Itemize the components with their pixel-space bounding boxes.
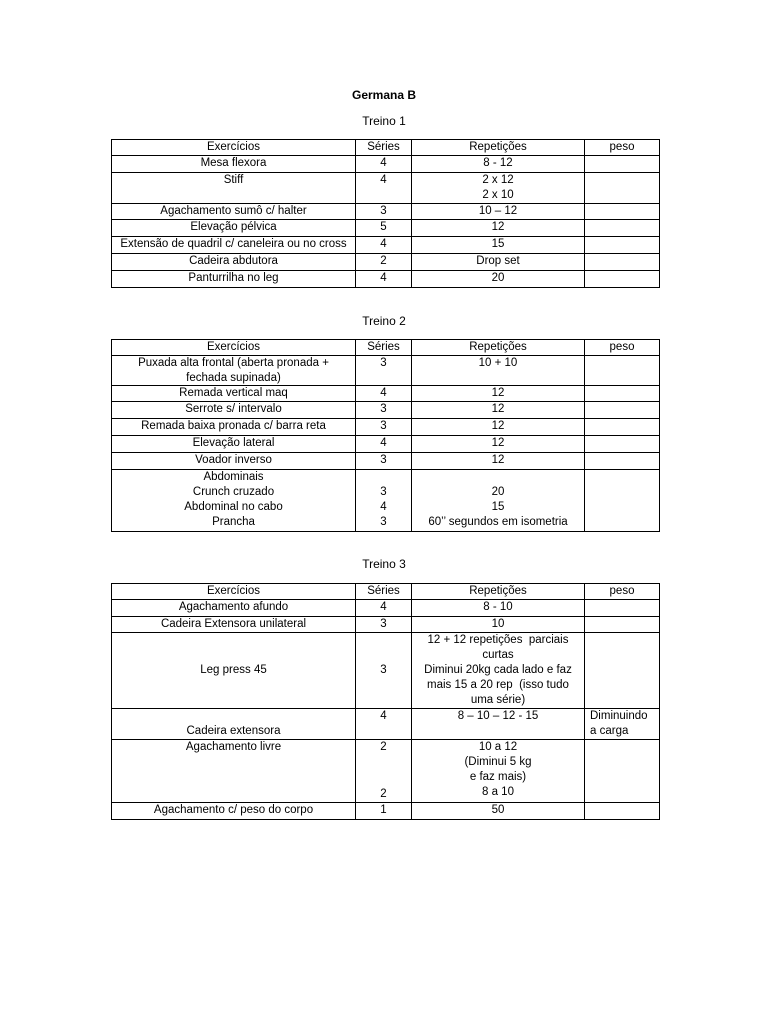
exercise-cell: Elevação lateral [112,436,356,453]
sets-cell [356,740,412,803]
reps-cell [412,173,585,204]
table-header-row [112,340,660,356]
column-header-weight: peso [585,140,660,156]
table-row [112,740,660,803]
workout-title: Treino 2 [362,314,406,328]
reps-line: 60’’ segundos em isometria [428,516,568,528]
table-row [112,436,660,453]
sets-cell: 4 [356,386,412,402]
reps-line: 2 x 12 [482,174,514,186]
sets-cell [356,470,412,532]
table-row [112,173,660,204]
reps-line: 2 x 10 [482,189,514,201]
sets-cell: 3 [356,356,412,386]
table-row [112,386,660,402]
reps-line: 12 + 12 repetições parciais [427,634,569,646]
exercise-cell: Serrote s/ intervalo [112,402,356,419]
exercise-cell: Agachamento livre [112,740,356,803]
reps-line: 8 a 10 [482,786,514,798]
reps-cell: 12 [412,402,585,419]
reps-line: Diminui 20kg cada lado e faz [424,664,572,676]
reps-line: 20 [491,486,505,498]
sets-cell: 4 [356,271,412,288]
column-header-weight: peso [585,340,660,356]
weight-cell [585,470,660,532]
column-header-exercise: Exercícios [112,140,356,156]
column-header-sets: Séries [356,140,412,156]
weight-cell [585,271,660,288]
exercise-cell: Stiff [112,173,356,204]
exercise-cell: Cadeira Extensora unilateral [112,617,356,633]
reps-cell: 12 [412,419,585,436]
exercise-line: Crunch cruzado [192,486,275,498]
reps-cell: 8 – 10 – 12 - 15 [412,709,585,740]
workout-table [111,339,660,532]
workout-title: Treino 3 [362,557,406,571]
workout-title: Treino 1 [362,114,406,128]
table-row [112,356,660,386]
exercise-cell: Voador inverso [112,453,356,470]
exercise-cell: Agachamento afundo [112,600,356,617]
table-row [112,156,660,173]
reps-cell: 50 [412,803,585,820]
sets-cell: 3 [356,419,412,436]
reps-cell: 20 [412,271,585,288]
weight-note-line: Diminuindo [590,710,648,722]
sets-cell: 4 [356,173,412,204]
reps-cell: 12 [412,386,585,402]
sets-line: 2 [380,741,387,753]
reps-cell [412,740,585,803]
table-header-row [112,140,660,156]
column-header-reps: Repetições [412,140,585,156]
column-header-exercise: Exercícios [112,584,356,600]
sets-line: 3 [380,516,387,528]
exercise-line: Puxada alta frontal (aberta pronada + [138,357,329,369]
table-row [112,617,660,633]
table-row [112,470,660,532]
sets-cell: 2 [356,254,412,271]
table-row [112,419,660,436]
sets-cell: 3 [356,204,412,220]
reps-cell: 8 - 12 [412,156,585,173]
document-title: Germana B [351,88,417,102]
exercise-cell: Cadeira abdutora [112,254,356,271]
column-header-sets: Séries [356,340,412,356]
reps-cell: 12 [412,453,585,470]
sets-cell: 1 [356,803,412,820]
exercise-cell: Elevação pélvica [112,220,356,237]
exercise-line: Prancha [212,516,255,528]
column-header-weight: peso [585,584,660,600]
reps-cell: 10 – 12 [412,204,585,220]
sets-cell: 4 [356,600,412,617]
weight-cell [585,633,660,709]
reps-cell: 10 [412,617,585,633]
sets-line: 4 [380,501,387,513]
sets-cell: 3 [356,633,412,709]
table-row [112,709,660,740]
sets-cell: 4 [356,436,412,453]
weight-cell [585,709,660,740]
weight-note-line: a carga [590,725,629,737]
weight-cell [585,419,660,436]
weight-cell [585,254,660,271]
weight-cell [585,386,660,402]
weight-cell [585,204,660,220]
sets-cell: 5 [356,220,412,237]
reps-cell: 8 - 10 [412,600,585,617]
weight-cell [585,402,660,419]
weight-cell [585,617,660,633]
exercise-cell: Leg press 45 [112,633,356,709]
exercise-cell: Panturrilha no leg [112,271,356,288]
sets-cell: 3 [356,617,412,633]
sets-cell: 3 [356,453,412,470]
weight-cell [585,453,660,470]
table-row [112,204,660,220]
workout-table [111,139,660,288]
exercise-cell [112,356,356,386]
table-row [112,220,660,237]
exercise-line: fechada supinada) [186,372,281,384]
sets-cell: 4 [356,156,412,173]
reps-cell: Drop set [412,254,585,271]
exercise-cell: Agachamento sumô c/ halter [112,204,356,220]
reps-cell: 12 [412,436,585,453]
exercise-cell [112,470,356,532]
reps-line: e faz mais) [469,771,527,783]
weight-cell [585,356,660,386]
workout-table [111,583,660,820]
table-row [112,803,660,820]
exercise-cell: Mesa flexora [112,156,356,173]
exercise-cell: Agachamento c/ peso do corpo [112,803,356,820]
exercise-cell: Cadeira extensora [112,709,356,740]
reps-line: (Diminui 5 kg [464,756,532,768]
table-header-row [112,584,660,600]
reps-cell [412,470,585,532]
sets-cell: 4 [356,709,412,740]
weight-cell [585,740,660,803]
reps-line: mais 15 a 20 rep (isso tudo [427,679,569,691]
exercise-line: Abdominais [203,471,264,483]
exercise-cell: Remada baixa pronada c/ barra reta [112,419,356,436]
table-row [112,453,660,470]
reps-cell: 15 [412,237,585,254]
exercise-line: Abdominal no cabo [184,501,283,513]
table-row [112,237,660,254]
reps-line: 10 a 12 [478,741,518,753]
weight-cell [585,436,660,453]
weight-cell [585,220,660,237]
sets-line: 2 [380,788,387,800]
reps-cell: 12 [412,220,585,237]
reps-cell [412,633,585,709]
table-row [112,600,660,617]
reps-line: curtas [482,649,514,661]
weight-cell [585,173,660,204]
reps-line: uma série) [470,694,526,706]
table-row [112,271,660,288]
exercise-cell: Extensão de quadril c/ caneleira ou no cross [112,237,356,254]
sets-cell: 3 [356,402,412,419]
table-row [112,402,660,419]
table-row [112,633,660,709]
column-header-exercise: Exercícios [112,340,356,356]
weight-cell [585,600,660,617]
weight-cell [585,803,660,820]
weight-cell [585,237,660,254]
column-header-reps: Repetições [412,584,585,600]
column-header-sets: Séries [356,584,412,600]
table-row [112,254,660,271]
weight-cell [585,156,660,173]
reps-line: 15 [491,501,505,513]
sets-cell: 4 [356,237,412,254]
column-header-reps: Repetições [412,340,585,356]
reps-cell: 10 + 10 [412,356,585,386]
exercise-cell: Remada vertical maq [112,386,356,402]
sets-line: 3 [380,486,387,498]
